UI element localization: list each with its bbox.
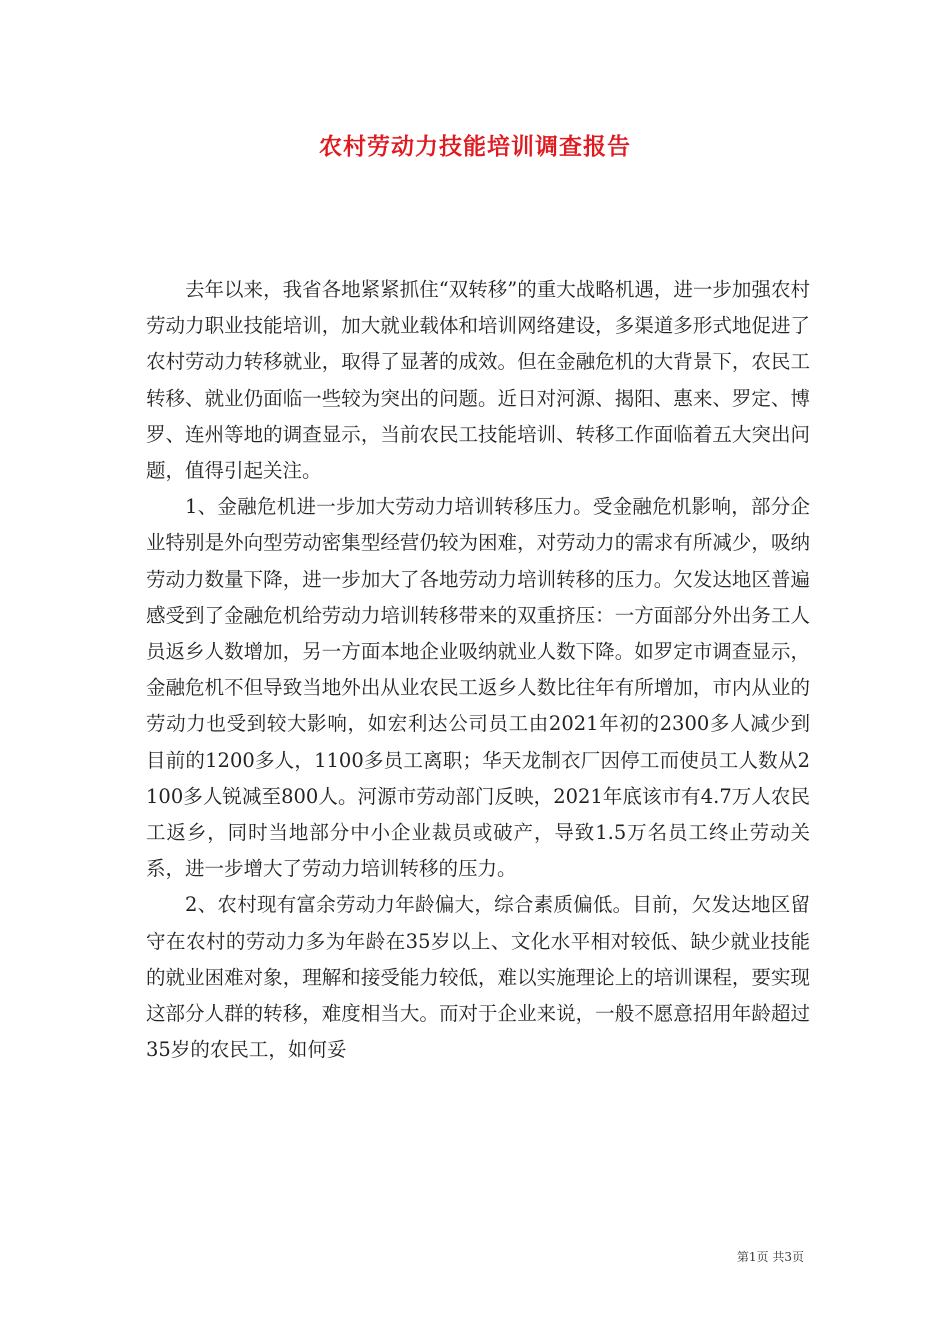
paragraph-point-2: 2、农村现有富余劳动力年龄偏大，综合素质偏低。目前，欠发达地区留守在农村的劳动力多为年龄在35岁以上、文化水平相对较低、缺少就业技能的就业困难对象，理解和接受能力较低，难以实施理论上的培训课程，要实现这部分人群的转移，难度相当大。而对于企业来说，一般不愿意招用年龄超过35岁的农民工，如何妥 <box>146 893 810 1062</box>
paragraph-intro: 去年以来，我省各地紧紧抓住“双转移”的重大战略机遇，进一步加强农村劳动力职业技能培训，加大就业载体和培训网络建设，多渠道多形式地促进了农村劳动力转移就业，取得了显著的成效。但在金融危机的大背景下，农民工转移、就业仍面临一些较为突出的问题。近日对河源、揭阳、惠来、罗定、博罗、连州等地的调查显示，当前农民工技能培训、转移工作面临着五大突出问题，值得引起关注。 <box>146 278 810 483</box>
page-number-footer: 第1页 共3页 <box>736 1250 804 1264</box>
paragraph-point-1: 1、金融危机进一步加大劳动力培训转移压力。受金融危机影响，部分企业特别是外向型劳动密集型经营仍较为困难，对劳动力的需求有所减少，吸纳劳动力数量下降，进一步加大了各地劳动力培训转移的压力。欠发达地区普遍感受到了金融危机给劳动力培训转移带来的双重挤压：一方面部分外出务工人员返乡人数增加，另一方面本地企业吸纳就业人数下降。如罗定市调查显示，金融危机不但导致当地外出从业农民工返乡人数比往年有所增加，市内从业的劳动力也受到较大影响，如宏利达公司员工由2021年初的2300多人减少到目前的1200多人，1100多员工离职；华天龙制衣厂因停工而使员工人数从2100多人锐减至800人。河源市劳动部门反映，2021年底该市有4.7万人农民工返乡，同时当地部分中小企业裁员或破产，导致1.5万名员工终止劳动关系，进一步增大了劳动力培训转移的压力。 <box>146 495 810 881</box>
document-title: 农村劳动力技能培训调查报告 <box>319 133 631 160</box>
document-body <box>146 272 810 1068</box>
